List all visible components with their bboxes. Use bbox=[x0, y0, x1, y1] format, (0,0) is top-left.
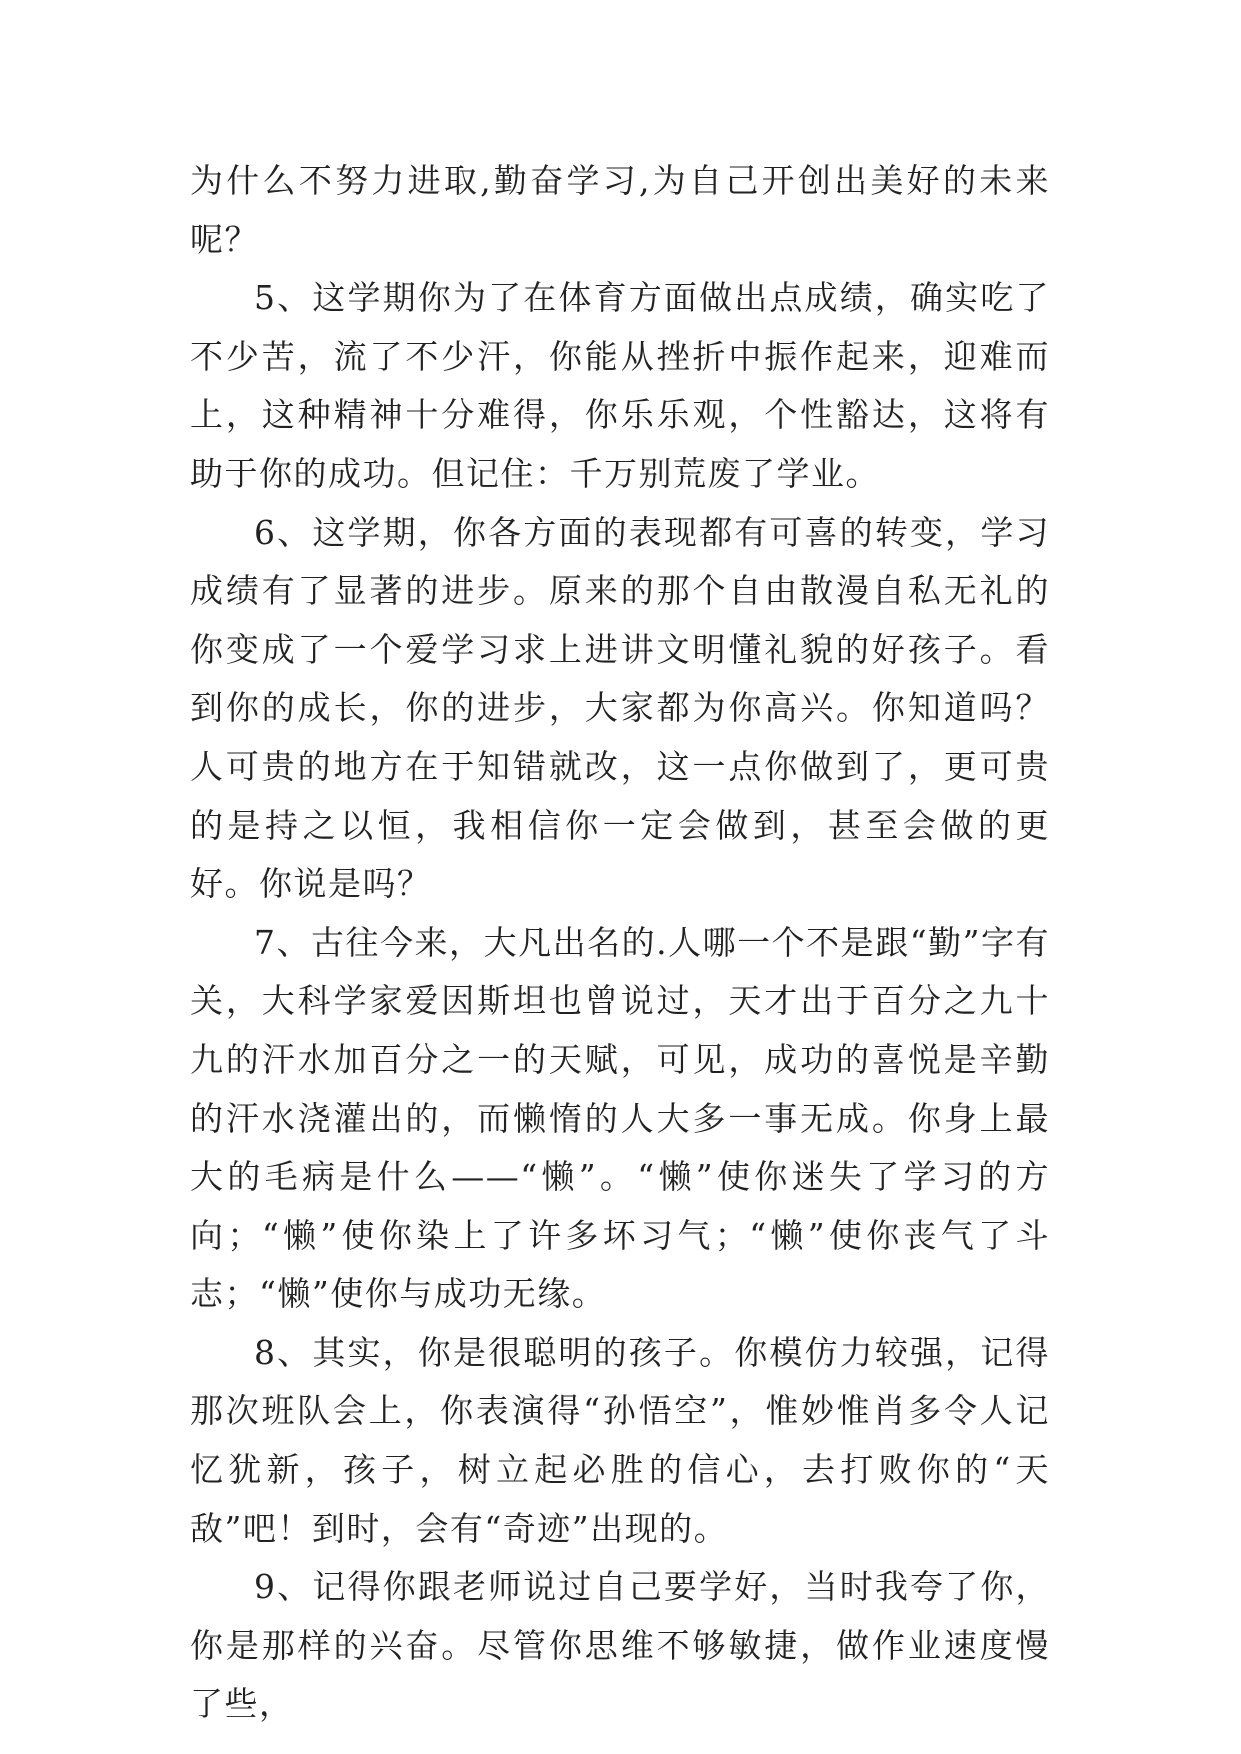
paragraph-6: 6、这学期，你各方面的表现都有可喜的转变，学习成绩有了显著的进步。原来的那个自由散漫自私无礼的你变成了一个爱学习求上进讲文明懂礼貌的好孩子。看到你的成长，你的进步，大家都为你高兴。你知道吗？人可贵的地方在于知错就改，这一点你做到了，更可贵的是持之以恒，我相信你一定会做到，甚至会做的更好。你说是吗？ bbox=[190, 512, 1050, 904]
paragraph-5: 5、这学期你为了在体育方面做出点成绩，确实吃了不少苦，流了不少汗，你能从挫折中振作起来，迎难而上，这种精神十分难得，你乐乐观，个性豁达，这将有助于你的成功。但记住：千万别荒废了学业。 bbox=[190, 278, 1050, 493]
paragraph-7: 7、古往今来，大凡出名的.人哪一个不是跟“勤”字有关，大科学家爱因斯坦也曾说过，天才出于百分之九十九的汗水加百分之一的天赋，可见，成功的喜悦是辛勤的汗水浇灌出的，而懒惰的人大多一事无成。你身上最大的毛病是什么——“懒”。“懒”使你迷失了学习的方向；“懒”使你染上了许多坏习气；“懒”使你丧气了斗志；“懒”使你与成功无缘。 bbox=[190, 922, 1050, 1314]
paragraph-8: 8、其实，你是很聪明的孩子。你模仿力较强，记得那次班队会上，你表演得“孙悟空”，惟妙惟肖多令人记忆犹新，孩子，树立起必胜的信心，去打败你的“天敌”吧！到时，会有“奇迹”出现的。 bbox=[190, 1332, 1050, 1548]
document-body bbox=[190, 152, 1050, 1734]
paragraph-continuation: 为什么不努力进取,勤奋学习,为自己开创出美好的未来呢？ bbox=[190, 161, 1050, 259]
paragraph-9: 9、记得你跟老师说过自己要学好，当时我夸了你，你是那样的兴奋。尽管你思维不够敏捷，做作业速度慢了些， bbox=[190, 1567, 1050, 1724]
